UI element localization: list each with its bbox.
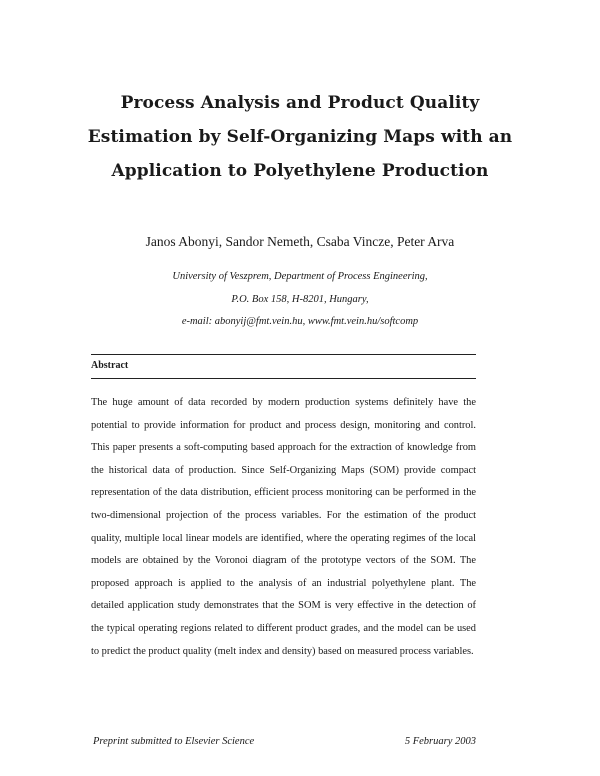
title-line-1: Process Analysis and Product Quality (120, 93, 480, 113)
abstract-text: The huge amount of data recorded by modern production systems definitely have the potential to provide information for product and process design, monitoring and control. This paper presents a soft-computing based approach for the extraction of knowledge from the historical data of production. Since Self-Organizing Maps (SOM) provide compact representation of the data distribution, efficient process monitoring can be performed in the two-dimensional projection of the process variables. For the estimation of the product quality, multiple local linear models are identified, where the operating regimes of the local models are obtained by the Voronoi diagram of the prototype vectors of the SOM. The proposed approach is applied to the analysis of an industrial polyethylene plant. The detailed application study demonstrates that the SOM is very effective in the detection of the typical operating regions related to different product grades, and the model can be used to predict the product quality (melt index and density) based on measured process variables. (91, 397, 476, 657)
title-line-3: Application to Polyethylene Production (111, 161, 489, 181)
affiliation-line-2: P.O. Box 158, H-8201, Hungary, (231, 293, 369, 305)
preprint-note: Preprint submitted to Elsevier Science (93, 736, 255, 747)
abstract-heading-rule (91, 378, 476, 379)
abstract-top-rule (91, 354, 476, 355)
affiliation-contact: e-mail: abonyij@fmt.vein.hu, www.fmt.vein.hu/softcomp (181, 316, 419, 327)
affiliation-line-1: University of Veszprem, Department of Process Engineering, (172, 271, 428, 282)
author-list: Janos Abonyi, Sandor Nemeth, Csaba Vincze, Peter Arva (145, 234, 455, 249)
title-line-2: Estimation by Self-Organizing Maps with an (87, 127, 513, 147)
affiliation (60, 266, 540, 334)
preprint-date: 5 February 2003 (404, 736, 476, 747)
abstract-heading: Abstract (91, 360, 129, 371)
paper-title (60, 86, 540, 188)
